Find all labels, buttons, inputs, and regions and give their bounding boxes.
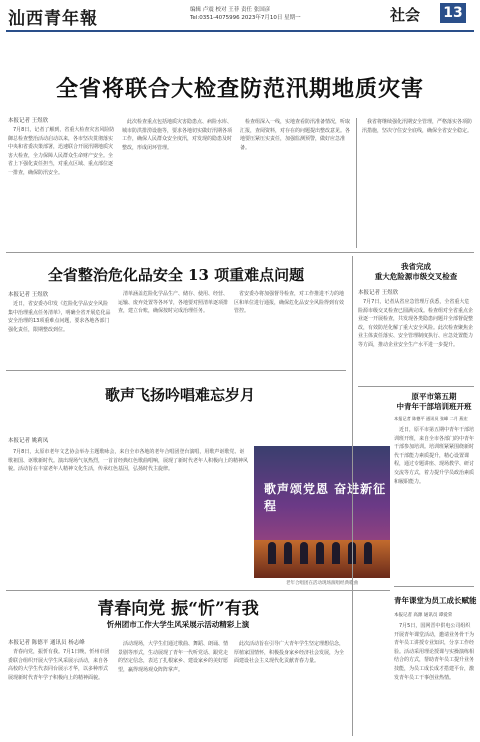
article2-column-3: [234, 290, 344, 364]
section-divider: [6, 370, 346, 371]
article4-paragraph: 青春向党，振忻有我。7月1日晚，忻州市团委联合组织开展大学生风采展示活动，来自各高校的大学生代表同台展示才华，以多种形式展现新时代青年学子积极向上的精神面貌。: [8, 649, 110, 681]
right-paragraph: 7月5日，国网晋中供电公司组织开展青年课堂活动，邀请业务骨干为青年员工讲授专业知识，分享工作经验。活动采用理论授课与实操演练相结合的方式，帮助青年员工提升业务技能，为员工成长成才搭建平台，激发青年员工干事创业热情。: [394, 623, 474, 681]
article3-body: [8, 448, 248, 574]
article4-paragraph: 活动现场，大学生们通过歌曲、舞蹈、朗诵、情景剧等形式，生动展现了青年一代听党话、跟党走的坚定信念，表达了扎根家乡、建设家乡的美好愿望，赢得现场观众阵阵掌声。: [118, 641, 228, 673]
article2-headline: 全省整治危化品安全 13 项重难点问题: [47, 266, 305, 284]
article2-column-2: [118, 290, 228, 364]
lead-column-2: [122, 118, 234, 246]
right-headline-1-line2: 重大危险源市级交叉检查: [374, 272, 458, 281]
masthead: [0, 0, 480, 34]
lead-paragraph: 此次检查重点包括地质灾害隐患点、病险水库、城市防洪排涝设施等，要求各地切实做好汛期各项工作，确保人民群众安全度汛，对发现的隐患及时整改，形成闭环管理。: [122, 119, 233, 151]
article2-byline: 本报记者 王煜欣: [8, 292, 49, 298]
lead-column-4: [362, 118, 472, 246]
date-line: Tel:0351-4075996 2023年7月10日 星期一: [190, 15, 301, 21]
header-meta: [190, 6, 301, 22]
newspaper-logo: 汕西青年報: [8, 9, 98, 29]
lead-paragraph: 检查组深入一线，实地查看防汛准备情况，听取汇报，查阅资料，对存在的问题提出整改意见。各地要压紧压实责任，加强监测预警，做好应急准备。: [240, 119, 350, 151]
right-headline-1-line1: 我省完成: [401, 262, 431, 271]
lead-column-3: [240, 118, 350, 246]
concert-photo: [254, 446, 390, 578]
article4-paragraph: 此次活动旨在引导广大青年学生坚定理想信念，厚植家国情怀，积极投身家乡经济社会发展，为全面建设社会主义现代化贡献青春力量。: [234, 641, 344, 665]
article4-column-1: [8, 648, 112, 738]
right-headline-2: [394, 392, 474, 412]
article2-paragraph: 清单涵盖危险化学品生产、储存、使用、经营、运输、废弃处置等各环节，各地要对照清单逐项排查，建立台账，确保按时完成治理任务。: [118, 291, 228, 315]
photo-screen-title: 歌声颂党恩 奋进新征程: [264, 482, 387, 513]
right-headline-3: 青年课堂为员工成长赋能: [394, 596, 477, 605]
lead-headline: 全省将联合大检查防范汛期地质灾害: [55, 76, 424, 102]
right-headline-2-line1: 原平市第五期: [411, 392, 457, 401]
section-divider: [358, 386, 474, 387]
article4-column-2: [118, 640, 228, 738]
right-paragraph: 7月7日，记者从省应急管理厅获悉，全省重大危险源市级交叉检查已圆满完成。检查组对全省重点企业逐一开展检查，共发现各类隐患问题并全部督促整改，有效防范化解了重大安全风险。此次检查聚焦企业主体责任落实、安全管理制度执行、应急处置能力等方面，推动企业安全生产水平进一步提升。: [358, 299, 474, 348]
article3-paragraph: 7月8日，太原市老年文艺协会举办主题歌咏会，来自全市各地的老年合唱团登台演唱，用歌声讴歌党、讴歌祖国、讴歌新时代。演出现场气氛热烈，一首首经典红色歌曲唱响，展现了新时代老年人积极向上的精神风貌。活动旨在丰富老年人精神文化生活，传承红色基因，弘扬时代主旋律。: [8, 449, 248, 473]
photo-figure: [284, 542, 292, 564]
article4-byline: 本报记者 陈德平 通讯员 杨志峰: [8, 640, 85, 646]
article2-column-1: [8, 300, 112, 364]
article3-byline: 本报记者 姚莉凤: [8, 438, 49, 444]
right-headline-1: [358, 262, 474, 282]
right-text-2: [394, 426, 474, 574]
lead-paragraph: 我省将继续强化汛期安全管理，严格落实各项防汛措施，坚决守住安全底线，确保全省安全稳定。: [362, 119, 472, 134]
section-divider: [394, 586, 474, 587]
right-paragraph: 近日，原平市第五期中青年干部培训班开班，来自全市各部门的中青年干部参加培训。培训班紧紧围绕新时代干部能力素质提升，精心设置课程，通过专题讲座、现场教学、研讨交流等方式，着力提升学员政治素质和履职能力。: [394, 427, 474, 485]
article4-headline: 青春向党 振“忻”有我: [97, 599, 259, 619]
right-byline-2: 本报记者 陈德平 通讯员 张峰 二月 燕宏: [394, 416, 468, 421]
photo-figure: [364, 542, 372, 564]
article4-subhead: 忻州团市工作大学生风采展示活动精彩上演: [106, 620, 250, 629]
photo-figure: [268, 542, 276, 564]
article2-paragraph: 近日，省安委办印发《危险化学品安全风险集中治理重点任务清单》，明确全省开展危化品安全治理的13项重难点问题，要求各地各部门强化责任，限期整改到位。: [8, 301, 111, 333]
right-text-1: [358, 298, 474, 378]
lead-paragraph: 7月8日，记者了解到，省重大检查灾害风险防御总检查整治活动启动以来，各市坚决贯彻落实中央和省委决策部署，迅速联合开展汛期地质灾害大检查，全力保障人民群众生命财产安全。全省上下强化责任担当，对重点区域、重点部位逐一排查，确保防汛安全。: [8, 127, 115, 176]
photo-caption: 老年合唱团在活动现场演唱经典歌曲: [286, 581, 358, 586]
page-number: 13: [440, 3, 466, 23]
section-divider: [6, 590, 390, 591]
right-byline-1: 本报记者 王煜欣: [358, 290, 399, 296]
lead-byline: 本报记者 王煜欣: [8, 118, 49, 124]
column-divider: [356, 118, 357, 248]
article3-headline: 歌声飞扬吟唱难忘岁月: [104, 386, 255, 404]
right-text-3: [394, 622, 474, 738]
article2-paragraph: 省安委办将加强督导检查，对工作推进不力的地区和单位进行通报，确保危化品安全风险得到有效管控。: [234, 291, 344, 315]
photo-figure: [332, 542, 340, 564]
section-divider: [6, 252, 474, 253]
right-headline-2-line2: 中青年干部培训班开班: [396, 402, 472, 411]
editor-line: 编辑 卢震 校对 王菲 责任 张国彦: [190, 7, 271, 13]
section-name: 社会: [390, 6, 421, 24]
photo-figure: [300, 542, 308, 564]
lead-column-1: [8, 126, 116, 246]
photo-figure: [316, 542, 324, 564]
article4-column-3: [234, 640, 344, 738]
column-divider: [352, 256, 353, 736]
right-byline-3: 本报记者 高源 通讯员 谭爱荣: [394, 613, 453, 618]
top-rule: [6, 30, 474, 32]
